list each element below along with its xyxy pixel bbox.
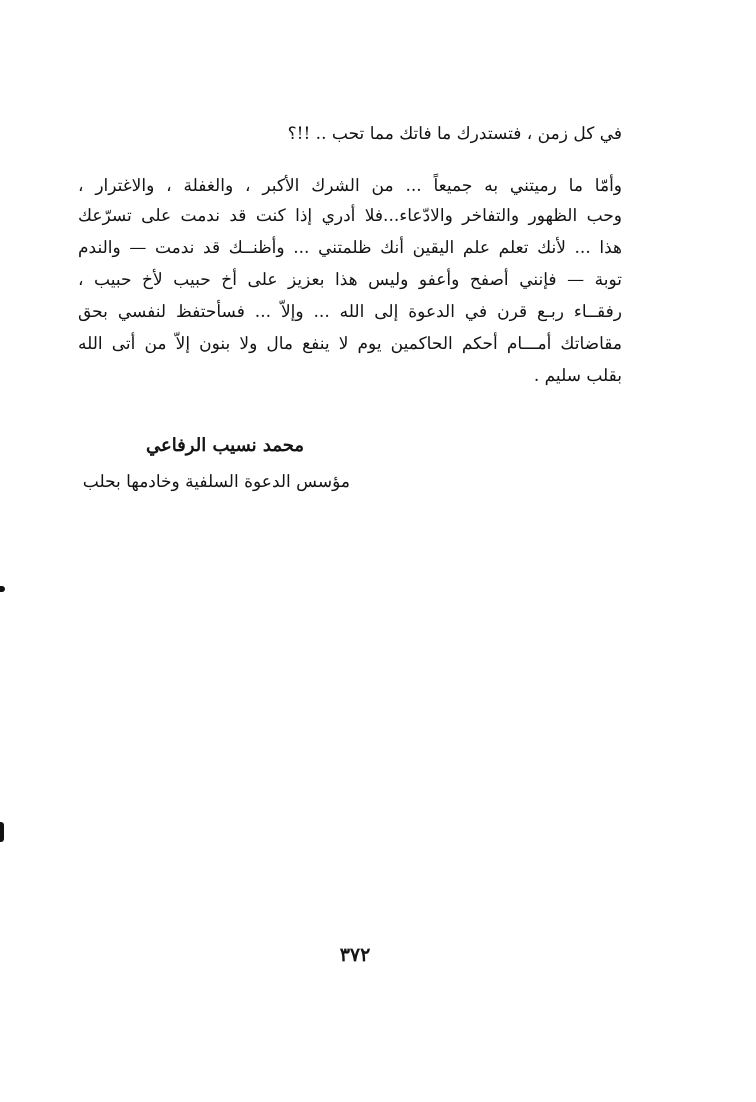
text-line-8: بقلب سليم . xyxy=(533,366,622,386)
scan-edge-mark xyxy=(0,586,5,592)
text-line-4: هذا ... لأنك تعلم علم اليقين أنك ظلمتني ... وأظنــك قد ندمت — والندم xyxy=(78,238,622,258)
text-line-1: في كل زمن ، فتستدرك ما فاتك مما تحب .. !!؟ xyxy=(287,124,622,144)
scan-edge-mark xyxy=(0,822,4,842)
signature-role: مؤسس الدعوة السلفية وخادمها بحلب xyxy=(82,472,350,492)
page-number: ٣٧٢ xyxy=(339,944,371,966)
text-line-3: وحب الظهور والتفاخر والادّعاء...فلا أدري إذا كنت قد ندمت على تسرّعك xyxy=(78,206,622,226)
text-line-2: وأمّا ما رميتني به جميعاً ... من الشرك الأكبر ، والغفلة ، والاغترار ، xyxy=(78,176,622,196)
signature-name: محمد نسيب الرفاعي xyxy=(145,435,305,456)
text-line-7: مقاضاتك أمـــام أحكم الحاكمين يوم لا ينفع مال ولا بنون إلاّ من أتى الله xyxy=(78,334,622,354)
text-line-5: توبة — فإنني أصفح وأعفو وليس هذا بعزيز على أخ حبيب لأخ حبيب ، xyxy=(78,270,622,290)
text-line-6: رفقــاء ربـع قرن في الدعوة إلى الله ... وإلاّ ... فسأحتفظ لنفسي بحق xyxy=(78,302,622,322)
